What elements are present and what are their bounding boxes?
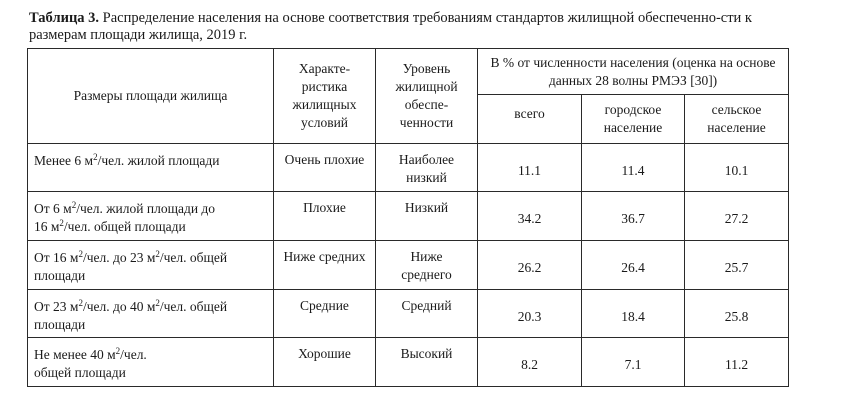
header-characteristic <box>274 49 376 144</box>
total-cell: 11.1 <box>478 144 582 192</box>
characteristic-line: Средние <box>300 298 349 313</box>
size-sup: 2 <box>155 298 160 308</box>
table-caption <box>29 10 789 44</box>
table-row <box>28 144 789 192</box>
header-level-line: жилищной <box>395 79 458 94</box>
characteristic-line: Ниже средних <box>283 249 366 264</box>
header-urban-line: население <box>603 120 663 135</box>
header-rural-line: сельское <box>711 102 762 117</box>
level-line: среднего <box>401 267 452 282</box>
size-line <box>34 298 269 316</box>
table-row <box>28 241 789 290</box>
level-cell <box>376 241 478 290</box>
rural-cell: 27.2 <box>685 192 789 241</box>
rural-cell: 25.8 <box>685 290 789 338</box>
table-row <box>28 192 789 241</box>
header-level-line: ченности <box>399 115 454 130</box>
size-text: /чел. общей <box>159 299 228 314</box>
characteristic-line: Очень плохие <box>284 152 365 167</box>
header-level <box>376 49 478 144</box>
header-rural <box>685 95 789 144</box>
size-text: /чел. жилой площади <box>97 153 220 168</box>
size-text: От 6 м <box>34 201 72 216</box>
size-text: Не менее 40 м <box>34 347 116 362</box>
characteristic-cell <box>274 290 376 338</box>
table-row <box>28 338 789 387</box>
total-cell: 26.2 <box>478 241 582 290</box>
size-line <box>34 249 269 267</box>
size-cell <box>28 290 274 338</box>
header-size: Размеры площади жилища <box>28 49 274 144</box>
characteristic-cell <box>274 144 376 192</box>
size-cell <box>28 338 274 387</box>
size-sup: 2 <box>78 249 83 259</box>
size-line: площади <box>34 317 86 332</box>
level-line: Средний <box>401 298 452 313</box>
level-cell <box>376 144 478 192</box>
size-cell <box>28 192 274 241</box>
urban-cell: 7.1 <box>582 338 685 387</box>
size-sup: 2 <box>71 200 77 210</box>
characteristic-cell <box>274 241 376 290</box>
caption-label: Таблица 3. <box>29 10 100 26</box>
size-line: площади <box>34 268 86 283</box>
total-cell: 34.2 <box>478 192 582 241</box>
level-line: Низкий <box>404 200 449 215</box>
urban-cell: 26.4 <box>582 241 685 290</box>
level-cell <box>376 290 478 338</box>
header-rural-line: население <box>707 120 766 135</box>
size-text: /чел. до 40 м <box>82 299 156 314</box>
size-line <box>34 152 269 170</box>
table-row <box>28 290 789 338</box>
level-line: Высокий <box>400 346 453 361</box>
rural-cell: 11.2 <box>685 338 789 387</box>
size-text: /чел. общей площади <box>63 219 186 234</box>
rural-cell: 10.1 <box>685 144 789 192</box>
header-characteristic-line: условий <box>300 115 349 130</box>
header-level-line: обеспе- <box>404 97 449 112</box>
header-urban <box>582 95 685 144</box>
urban-cell: 11.4 <box>582 144 685 192</box>
caption-text: Распределение населения на основе соответствия требованиям стандартов жилищной обеспеченно-сти к размерам площади жилища, 2019 г. <box>29 10 752 43</box>
size-line <box>34 200 269 218</box>
header-characteristic-line: Характе- <box>298 61 351 76</box>
rural-cell: 25.7 <box>685 241 789 290</box>
characteristic-line: Плохие <box>303 200 346 215</box>
size-text: 16 м <box>34 219 60 234</box>
size-line <box>34 346 269 364</box>
level-line: Наиболее <box>398 152 455 167</box>
level-line: низкий <box>406 170 447 185</box>
size-sup: 2 <box>155 249 160 259</box>
characteristic-cell <box>274 338 376 387</box>
size-text: Менее 6 м <box>34 153 94 168</box>
size-sup: 2 <box>93 152 98 162</box>
level-line: Ниже <box>410 249 443 264</box>
size-line: общей площади <box>34 365 126 380</box>
size-cell <box>28 144 274 192</box>
size-text: От 23 м <box>34 299 79 314</box>
header-level-line: Уровень <box>402 61 451 76</box>
urban-cell: 36.7 <box>582 192 685 241</box>
size-cell <box>28 241 274 290</box>
header-percent: В % от численности населения (оценка на основе данных 28 волны РМЭЗ [30]) <box>478 49 789 95</box>
characteristic-line: Хорошие <box>298 346 351 361</box>
size-sup: 2 <box>59 218 64 228</box>
size-text: /чел. жилой площади до <box>76 201 216 216</box>
total-cell: 8.2 <box>478 338 582 387</box>
level-cell <box>376 338 478 387</box>
housing-table <box>27 48 789 387</box>
characteristic-cell <box>274 192 376 241</box>
size-sup: 2 <box>78 298 83 308</box>
total-cell: 20.3 <box>478 290 582 338</box>
size-text: /чел. до 23 м <box>82 250 156 265</box>
header-characteristic-line: ристика <box>301 79 348 94</box>
urban-cell: 18.4 <box>582 290 685 338</box>
size-text: /чел. общей <box>159 250 228 265</box>
level-cell <box>376 192 478 241</box>
header-urban-line: городское <box>604 102 662 117</box>
size-text: /чел. <box>120 347 147 362</box>
size-line <box>34 218 269 236</box>
header-total: всего <box>478 95 582 144</box>
size-text: От 16 м <box>34 250 79 265</box>
header-characteristic-line: жилищных <box>292 97 357 112</box>
size-sup: 2 <box>115 346 121 356</box>
